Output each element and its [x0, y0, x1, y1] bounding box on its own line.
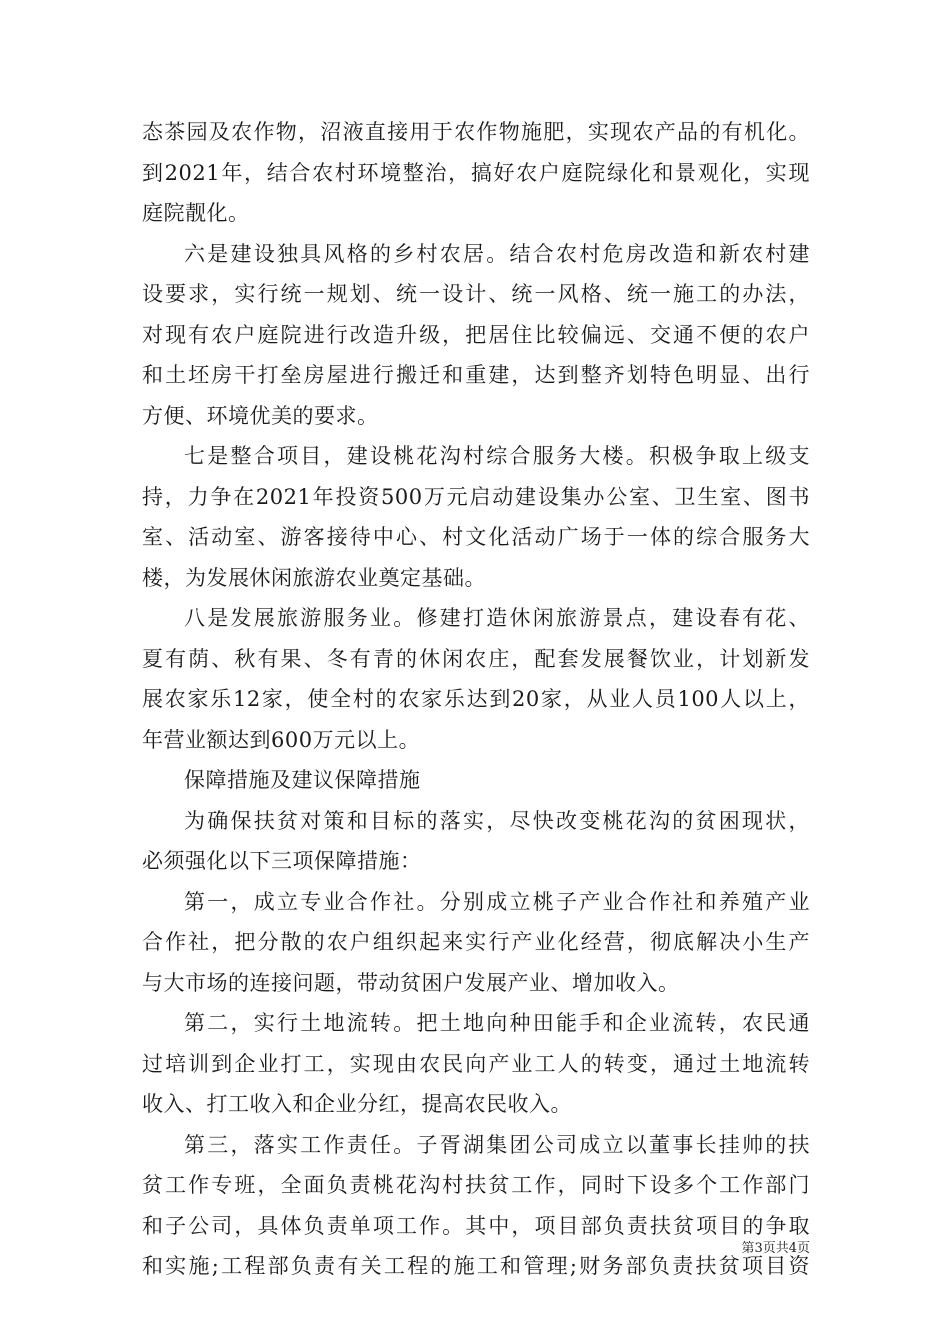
text-line: 和实施;工程部负责有关工程的施工和管理;财务部负责扶贫项目资: [142, 1254, 810, 1278]
text-line: 贫工作专班，全面负责桃花沟村扶贫工作，同时下设多个工作部门: [142, 1173, 810, 1197]
text-line: 夏有荫、秋有果、冬有青的休闲农庄，配套发展餐饮业，计划新发: [142, 646, 810, 671]
text-line: 和土坯房干打垒房屋进行搬迁和重建，达到整齐划特色明显、出行: [142, 363, 810, 387]
text-line: 与大市场的连接问题，带动贫困户发展产业、增加收入。: [142, 970, 680, 995]
text-line: 对现有农户庭院进行改造升级，把居住比较偏远、交通不便的农户: [142, 322, 810, 347]
text-line: 年营业额达到600万元以上。: [142, 727, 421, 752]
text-line: 合作社，把分散的农户组织起来实行产业化经营，彻底解决小生产: [142, 930, 810, 954]
text-line: 过培训到企业打工，实现由农民向产业工人的转变，通过土地流转: [142, 1051, 810, 1076]
text-line: 楼，为发展休闲旅游农业奠定基础。: [142, 565, 486, 590]
page-number-footer: 第3页共4页: [741, 1241, 810, 1256]
paragraph-start-line: 第二，实行土地流转。把土地向种田能手和企业流转，农民通: [184, 1011, 810, 1035]
text-line: 持，力争在2021年投资500万元启动建设集办公室、卫生室、图书: [142, 484, 810, 509]
text-line: 到2021年，结合农村环境整治，搞好农户庭院绿化和景观化，实现: [142, 160, 810, 185]
text-line: 展农家乐12家，使全村的农家乐达到20家，从业人员100人以上，: [142, 687, 810, 711]
text-line: 方便、环境优美的要求。: [142, 403, 379, 428]
text-line: 庭院靓化。: [142, 201, 250, 225]
paragraph-start-line: 第一，成立专业合作社。分别成立桃子产业合作社和养殖产业: [184, 889, 810, 914]
paragraph-start-line: 八是发展旅游服务业。修建打造休闲旅游景点，建设春有花、: [184, 606, 810, 630]
text-line: 和子公司，具体负责单项工作。其中，项目部负责扶贫项目的争取: [142, 1213, 810, 1238]
paragraph-start-line: 第三，落实工作责任。子胥湖集团公司成立以董事长挂帅的扶: [184, 1132, 810, 1157]
document-body: [142, 112, 810, 1287]
paragraph-start-line: 为确保扶贫对策和目标的落实，尽快改变桃花沟的贫困现状，: [184, 808, 810, 833]
paragraph-start-line: 六是建设独具风格的乡村农居。结合农村危房改造和新农村建: [184, 241, 810, 266]
text-line: 态茶园及农作物，沼液直接用于农作物施肥，实现农产品的有机化。: [142, 120, 810, 144]
paragraph-start-line: 七是整合项目，建设桃花沟村综合服务大楼。积极争取上级支: [184, 444, 810, 468]
text-line: 室、活动室、游客接待中心、村文化活动广场于一体的综合服务大: [142, 525, 810, 549]
text-line: 设要求，实行统一规划、统一设计、统一风格、统一施工的办法，: [142, 282, 810, 306]
text-line: 收入、打工收入和企业分红，提高农民收入。: [142, 1092, 572, 1116]
section-heading: 保障措施及建议保障措施: [184, 768, 421, 792]
text-line: 必须强化以下三项保障措施：: [142, 849, 422, 873]
